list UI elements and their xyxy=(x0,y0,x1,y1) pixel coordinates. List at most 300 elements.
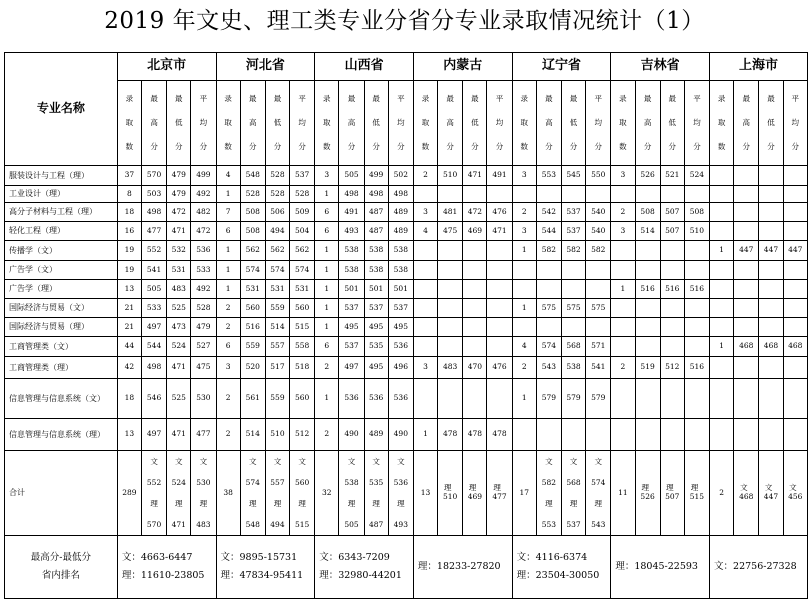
score-cell: 18 xyxy=(117,203,141,222)
total-value: 理 xyxy=(199,499,208,508)
sub-header xyxy=(783,81,807,166)
score-cell xyxy=(413,186,437,203)
score-cell: 1 xyxy=(512,379,536,419)
score-cell xyxy=(586,186,611,203)
sub-header-char: 均 xyxy=(397,118,405,127)
score-cell xyxy=(759,280,783,299)
score-cell xyxy=(684,261,709,280)
sub-header-char: 最 xyxy=(174,94,183,103)
score-cell: 479 xyxy=(191,318,216,337)
score-cell xyxy=(561,419,585,451)
score-cell xyxy=(759,318,783,337)
score-cell xyxy=(611,299,635,318)
score-cell: 497 xyxy=(141,318,166,337)
score-cell: 524 xyxy=(684,166,709,186)
major-name: 传播学（文） xyxy=(5,241,118,261)
score-cell: 516 xyxy=(660,280,684,299)
score-cell: 528 xyxy=(265,186,289,203)
score-cell: 472 xyxy=(191,222,216,241)
score-cell xyxy=(413,318,437,337)
score-cell: 541 xyxy=(586,357,611,379)
score-cell: 1 xyxy=(315,280,339,299)
sub-header xyxy=(216,81,240,166)
table-row xyxy=(5,337,808,357)
score-cell: 542 xyxy=(536,203,561,222)
score-cell: 516 xyxy=(240,318,265,337)
total-value: 493 xyxy=(393,520,408,529)
score-cell: 2 xyxy=(216,318,240,337)
rank-line: 文：22756-27328 xyxy=(714,560,797,572)
score-cell: 490 xyxy=(388,419,413,451)
score-cell xyxy=(611,241,635,261)
score-cell: 491 xyxy=(339,203,364,222)
score-cell xyxy=(759,261,783,280)
score-cell: 540 xyxy=(586,222,611,241)
table-row xyxy=(5,379,808,419)
score-cell xyxy=(561,280,585,299)
score-cell: 490 xyxy=(339,419,364,451)
major-name: 高分子材料与工程（理） xyxy=(5,203,118,222)
total-value: 510 xyxy=(443,492,458,501)
score-cell: 540 xyxy=(586,203,611,222)
score-cell xyxy=(463,379,487,419)
score-cell: 2 xyxy=(413,166,437,186)
total-value: 理 xyxy=(690,483,699,493)
total-count: 11 xyxy=(611,451,635,536)
rank-line: 理：23504-30050 xyxy=(516,570,600,581)
score-cell: 537 xyxy=(339,299,364,318)
total-value: 理 xyxy=(372,499,380,508)
total-cell xyxy=(783,451,807,536)
score-cell: 44 xyxy=(117,337,141,357)
province-header: 北京市 xyxy=(117,53,216,81)
sub-header-char: 分 xyxy=(569,142,578,151)
score-cell: 502 xyxy=(388,166,413,186)
score-cell: 1 xyxy=(315,318,339,337)
score-cell xyxy=(759,379,783,419)
total-cell xyxy=(536,451,561,536)
total-label: 合计 xyxy=(5,451,118,536)
score-cell xyxy=(734,186,759,203)
rank-row xyxy=(5,536,808,599)
score-cell xyxy=(783,261,807,280)
score-cell: 582 xyxy=(561,241,585,261)
score-cell xyxy=(536,261,561,280)
sub-header-char: 分 xyxy=(174,142,183,151)
score-cell: 476 xyxy=(487,203,512,222)
score-cell: 579 xyxy=(536,379,561,419)
sub-header xyxy=(141,81,166,166)
sub-header xyxy=(635,81,660,166)
score-cell: 562 xyxy=(265,241,289,261)
score-cell: 521 xyxy=(660,166,684,186)
score-cell: 489 xyxy=(364,419,388,451)
total-cell xyxy=(167,451,191,536)
province-header: 山西省 xyxy=(315,53,414,81)
score-cell: 516 xyxy=(635,280,660,299)
score-cell xyxy=(783,419,807,451)
total-value: 理 xyxy=(569,499,578,508)
score-cell xyxy=(710,318,734,337)
score-cell: 510 xyxy=(438,166,463,186)
score-cell: 1 xyxy=(512,241,536,261)
score-cell xyxy=(635,261,660,280)
score-cell: 553 xyxy=(536,166,561,186)
total-value: 文 xyxy=(594,457,602,466)
sub-header-char: 数 xyxy=(717,142,726,151)
score-cell: 478 xyxy=(463,419,487,451)
sub-header-char: 最 xyxy=(249,94,257,103)
total-count: 13 xyxy=(413,451,437,536)
table-row xyxy=(5,318,808,337)
score-cell: 536 xyxy=(191,241,216,261)
sub-header-char: 最 xyxy=(347,94,356,103)
score-cell xyxy=(660,337,684,357)
sub-header-char: 取 xyxy=(323,118,331,127)
total-value: 524 xyxy=(171,478,186,487)
sub-header-char: 分 xyxy=(742,142,751,151)
table-row xyxy=(5,222,808,241)
score-cell: 477 xyxy=(141,222,166,241)
score-cell: 509 xyxy=(290,203,315,222)
score-cell: 575 xyxy=(561,299,585,318)
score-cell: 479 xyxy=(167,166,191,186)
score-cell xyxy=(635,419,660,451)
score-cell: 532 xyxy=(167,241,191,261)
score-cell xyxy=(660,419,684,451)
sub-header xyxy=(240,81,265,166)
score-cell: 6 xyxy=(216,222,240,241)
score-cell xyxy=(783,222,807,241)
total-value: 理 xyxy=(545,499,553,508)
major-name: 广告学（文） xyxy=(5,261,118,280)
score-cell: 538 xyxy=(364,241,388,261)
score-cell: 557 xyxy=(265,337,289,357)
total-value: 理 xyxy=(174,499,183,508)
score-cell: 510 xyxy=(684,222,709,241)
score-cell xyxy=(635,379,660,419)
major-name: 信息管理与信息系统（文） xyxy=(5,379,118,419)
score-cell: 552 xyxy=(141,241,166,261)
score-cell xyxy=(734,280,759,299)
score-cell: 491 xyxy=(487,166,512,186)
sub-header-char: 分 xyxy=(594,142,602,151)
score-cell: 527 xyxy=(191,337,216,357)
score-cell: 2 xyxy=(216,299,240,318)
score-cell xyxy=(759,357,783,379)
table-row xyxy=(5,299,808,318)
province-header: 辽宁省 xyxy=(512,53,611,81)
score-cell: 6 xyxy=(315,337,339,357)
score-cell xyxy=(463,261,487,280)
sub-header-char: 均 xyxy=(495,118,504,127)
total-value: 文 xyxy=(249,457,257,466)
score-cell: 495 xyxy=(364,357,388,379)
sub-header-char: 数 xyxy=(323,142,331,151)
total-value: 535 xyxy=(368,478,384,487)
total-cell xyxy=(240,451,265,536)
score-cell: 544 xyxy=(536,222,561,241)
score-cell: 1 xyxy=(315,299,339,318)
score-cell: 497 xyxy=(141,419,166,451)
total-value: 理 xyxy=(347,499,356,508)
total-cell xyxy=(487,451,512,536)
score-cell: 533 xyxy=(141,299,166,318)
sub-header-char: 低 xyxy=(668,118,676,127)
score-cell: 1 xyxy=(710,241,734,261)
score-cell xyxy=(413,337,437,357)
score-cell xyxy=(487,337,512,357)
score-cell xyxy=(611,419,635,451)
score-cell xyxy=(561,186,585,203)
sub-header-char: 均 xyxy=(199,118,208,127)
total-value: 552 xyxy=(146,478,162,487)
total-value: 理 xyxy=(150,499,158,508)
score-cell xyxy=(611,379,635,419)
score-cell: 538 xyxy=(561,357,585,379)
total-value: 文 xyxy=(298,457,306,466)
rank-label-line: 省内排名 xyxy=(41,570,80,581)
total-value: 548 xyxy=(245,520,260,529)
total-value: 理 xyxy=(493,483,501,493)
score-cell xyxy=(611,186,635,203)
sub-header xyxy=(364,81,388,166)
sub-header xyxy=(339,81,364,166)
total-cell xyxy=(561,451,585,536)
total-count: 289 xyxy=(117,451,141,536)
sub-header-char: 录 xyxy=(125,94,134,103)
score-cell: 16 xyxy=(117,222,141,241)
total-cell xyxy=(438,451,463,536)
score-cell xyxy=(783,203,807,222)
score-cell: 544 xyxy=(141,337,166,357)
score-cell: 562 xyxy=(290,241,315,261)
score-cell xyxy=(611,318,635,337)
score-cell xyxy=(734,318,759,337)
score-cell: 498 xyxy=(364,186,388,203)
score-cell xyxy=(684,241,709,261)
score-cell xyxy=(734,379,759,419)
sub-header-char: 分 xyxy=(150,142,158,151)
total-value: 568 xyxy=(566,478,581,487)
score-cell xyxy=(734,261,759,280)
sub-header xyxy=(561,81,585,166)
score-cell: 508 xyxy=(240,222,265,241)
total-cell xyxy=(339,451,364,536)
sub-header-char: 高 xyxy=(249,118,257,127)
score-cell: 2 xyxy=(315,357,339,379)
score-cell: 473 xyxy=(167,318,191,337)
score-cell xyxy=(660,186,684,203)
score-cell: 579 xyxy=(586,379,611,419)
score-cell xyxy=(438,261,463,280)
sub-header-char: 分 xyxy=(791,142,800,151)
sub-header-char: 数 xyxy=(125,142,134,151)
total-value: 487 xyxy=(368,520,384,529)
score-cell: 501 xyxy=(388,280,413,299)
score-cell xyxy=(710,357,734,379)
total-value: 471 xyxy=(171,520,186,529)
sub-header-char: 录 xyxy=(224,94,232,103)
sub-header-char: 分 xyxy=(298,142,306,151)
total-cell xyxy=(388,451,413,536)
score-cell: 494 xyxy=(265,222,289,241)
score-cell: 13 xyxy=(117,280,141,299)
sub-header-char: 均 xyxy=(791,118,800,127)
total-cell xyxy=(684,451,709,536)
sub-header xyxy=(463,81,487,166)
score-cell: 447 xyxy=(783,241,807,261)
score-cell: 548 xyxy=(240,166,265,186)
score-cell xyxy=(684,337,709,357)
sub-header-char: 平 xyxy=(298,94,306,103)
sub-header-char: 高 xyxy=(742,118,751,127)
score-cell: 6 xyxy=(315,203,339,222)
score-cell: 538 xyxy=(339,241,364,261)
total-cell xyxy=(635,451,660,536)
sub-header xyxy=(512,81,536,166)
total-value: 537 xyxy=(566,520,581,529)
score-cell xyxy=(783,379,807,419)
total-row xyxy=(5,451,808,536)
total-cell xyxy=(660,451,684,536)
score-cell: 537 xyxy=(561,222,585,241)
score-cell: 4 xyxy=(413,222,437,241)
score-cell xyxy=(536,280,561,299)
score-cell: 520 xyxy=(240,357,265,379)
rank-cell xyxy=(413,536,512,599)
sub-header-char: 取 xyxy=(520,118,528,127)
score-cell: 483 xyxy=(438,357,463,379)
total-value: 文 xyxy=(199,457,208,466)
total-cell xyxy=(734,451,759,536)
total-cell xyxy=(290,451,315,536)
sub-header-char: 高 xyxy=(150,118,158,127)
score-cell: 3 xyxy=(611,222,635,241)
rank-line: 文：6343-7209 xyxy=(319,551,390,563)
total-value: 507 xyxy=(665,492,680,501)
score-cell xyxy=(734,166,759,186)
rank-line: 文：4663-6447 xyxy=(121,551,193,563)
major-name: 广告学（理） xyxy=(5,280,118,299)
table-row xyxy=(5,261,808,280)
sub-header-char: 低 xyxy=(273,118,282,127)
sub-header-char: 分 xyxy=(199,142,208,151)
score-cell xyxy=(487,299,512,318)
score-cell xyxy=(710,203,734,222)
score-cell xyxy=(734,299,759,318)
sub-header-char: 平 xyxy=(495,94,504,103)
total-cell xyxy=(265,451,289,536)
score-cell: 514 xyxy=(240,419,265,451)
total-value: 文 xyxy=(789,483,797,493)
total-value: 538 xyxy=(344,478,359,487)
score-cell: 574 xyxy=(265,261,289,280)
total-cell xyxy=(586,451,611,536)
total-value: 515 xyxy=(294,520,310,529)
score-cell: 560 xyxy=(240,299,265,318)
rank-cell xyxy=(117,536,216,599)
sub-header-char: 取 xyxy=(421,118,430,127)
score-cell: 3 xyxy=(315,166,339,186)
total-value: 文 xyxy=(569,457,578,466)
score-cell: 543 xyxy=(536,357,561,379)
score-cell: 506 xyxy=(265,203,289,222)
score-cell: 498 xyxy=(339,186,364,203)
major-name: 信息管理与信息系统（理） xyxy=(5,419,118,451)
score-cell: 1 xyxy=(315,261,339,280)
sub-header-char: 分 xyxy=(545,142,553,151)
score-cell: 535 xyxy=(364,337,388,357)
score-cell: 501 xyxy=(339,280,364,299)
score-cell xyxy=(684,379,709,419)
score-cell xyxy=(635,337,660,357)
score-cell: 471 xyxy=(167,222,191,241)
total-value: 理 xyxy=(641,483,649,493)
total-value: 理 xyxy=(468,483,477,493)
score-cell xyxy=(536,318,561,337)
sub-header-char: 取 xyxy=(717,118,726,127)
score-cell: 447 xyxy=(734,241,759,261)
total-value: 文 xyxy=(347,457,356,466)
score-cell: 530 xyxy=(191,379,216,419)
rank-cell xyxy=(611,536,710,599)
score-cell xyxy=(684,419,709,451)
total-count: 32 xyxy=(315,451,339,536)
score-cell xyxy=(438,241,463,261)
score-cell xyxy=(734,419,759,451)
table-row xyxy=(5,203,808,222)
total-value: 582 xyxy=(541,478,557,487)
score-cell xyxy=(487,379,512,419)
score-cell: 1 xyxy=(216,186,240,203)
total-value: 文 xyxy=(273,457,282,466)
sub-header-char: 取 xyxy=(619,118,627,127)
score-cell: 3 xyxy=(413,357,437,379)
total-value: 483 xyxy=(196,520,211,529)
score-cell: 468 xyxy=(783,337,807,357)
score-cell: 507 xyxy=(660,222,684,241)
score-cell: 508 xyxy=(240,203,265,222)
sub-header-char: 分 xyxy=(643,142,652,151)
score-cell: 537 xyxy=(339,337,364,357)
score-cell: 537 xyxy=(364,299,388,318)
score-cell: 469 xyxy=(463,222,487,241)
score-cell xyxy=(684,186,709,203)
major-name: 服装设计与工程（理） xyxy=(5,166,118,186)
sub-header-char: 数 xyxy=(224,142,232,151)
score-cell: 470 xyxy=(463,357,487,379)
score-cell: 514 xyxy=(265,318,289,337)
sub-header xyxy=(586,81,611,166)
sub-header-char: 平 xyxy=(199,94,208,103)
score-cell: 2 xyxy=(512,357,536,379)
score-cell: 2 xyxy=(611,357,635,379)
score-cell xyxy=(611,261,635,280)
score-cell xyxy=(586,261,611,280)
score-cell: 2 xyxy=(216,419,240,451)
total-value: 468 xyxy=(739,492,754,501)
score-cell: 475 xyxy=(191,357,216,379)
total-count: 17 xyxy=(512,451,536,536)
score-cell xyxy=(660,379,684,419)
total-value: 557 xyxy=(270,478,285,487)
score-cell: 559 xyxy=(265,379,289,419)
sub-header-char: 录 xyxy=(619,94,627,103)
sub-header-char: 高 xyxy=(446,118,454,127)
score-cell: 536 xyxy=(388,379,413,419)
sub-header-char: 取 xyxy=(224,118,232,127)
